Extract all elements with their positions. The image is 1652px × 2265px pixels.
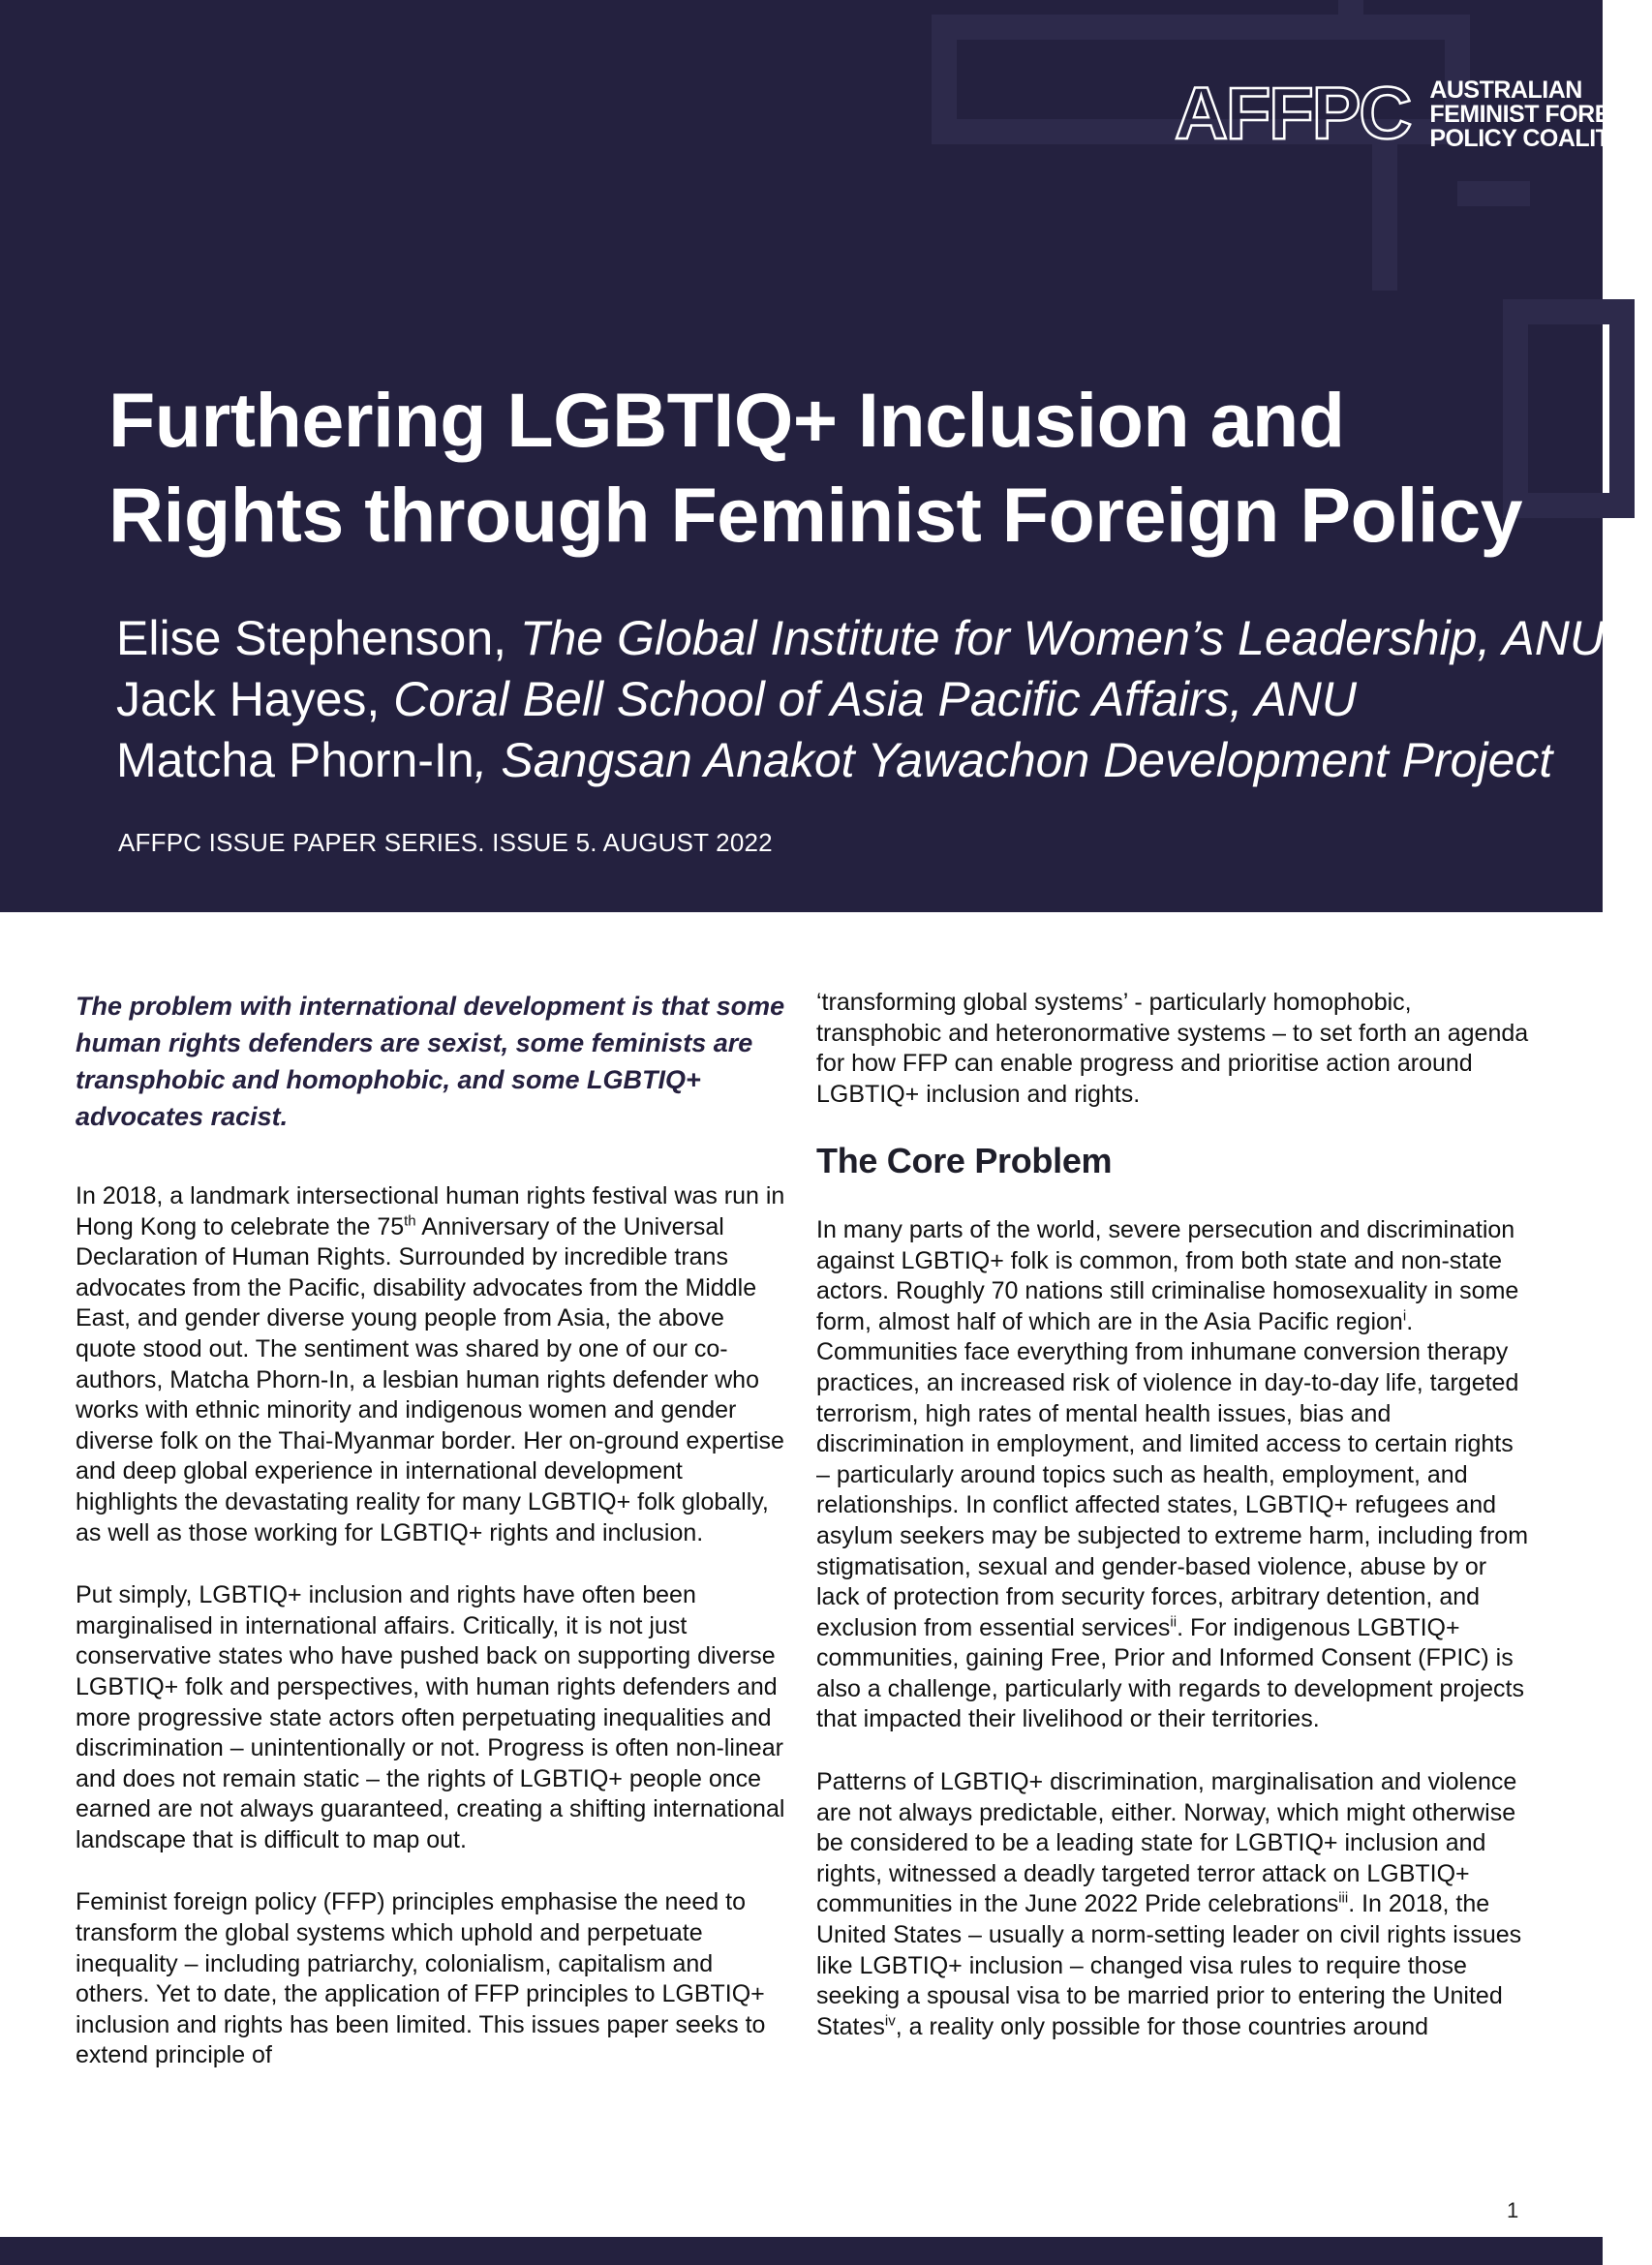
body-paragraph <box>816 1767 1533 2042</box>
text-run: Anniversary of the Universal Declaration of Human Rights. Surrounded by incredible trans advocates from the Pacific, disability advocates from the Middle East, and gender diverse young people from Asia, the above quote stood out. The sentiment was shared by one of our co-authors, Matcha Phorn-In, a lesbian human rights defender who works with ethnic minority and indigenous women and gender diverse folk on the Thai-Myanmar border. Her on-ground expertise and deep global experience in international development highlights the devastating reality for many LGBTIQ+ folk globally, as well as those working for LGBTIQ+ rights and inclusion. <box>76 1212 784 1546</box>
author-list <box>116 608 1605 791</box>
author-affiliation: The Global Institute for Women’s Leadership, ANU <box>519 611 1605 665</box>
text-run: , a reality only possible for those countries around <box>895 2012 1429 2040</box>
page-title <box>108 373 1523 563</box>
section-heading: The Core Problem <box>816 1141 1113 1181</box>
logo-mark: AFFPC <box>1175 73 1411 155</box>
body-paragraph: ‘transforming global systems’ - particularly homophobic, transphobic and heteronormative systems – to set forth an agenda for how FFP can enable progress and prioritise action around LGBTIQ+ inclusion and rights. <box>816 989 1529 1108</box>
text-run: . Communities face everything from inhumane conversion therapy practices, an increased risk of violence in day-to-day life, targeted terrorism, high rates of mental health issues, bias and discrimination in employment, and limited access to certain rights – particularly around topics such as health, employment, and relationships. In conflict affected states, LGBTIQ+ refugees and asylum seekers may be subjected to extreme harm, including from stigmatisation, sexual and gender-based violence, abuse by or lack of protection from security forces, arbitrary detention, and exclusion from essential services <box>816 1307 1529 1641</box>
body-paragraph: Feminist foreign policy (FFP) principles emphasise the need to transform the global systems which uphold and perpetuate inequality – including patriarchy, colonialism, capitalism and others. Yet to date, the application of FFP principles to LGBTIQ+ inclusion and rights has been limited. This issues paper seeks to extend principle of <box>76 1888 766 2069</box>
text-run: . In 2018, the United States – usually a norm-setting leader on civil rights issues like LGBTIQ+ inclusion – changed visa rules to require those seeking a spousal visa to be married prior to entering the United States <box>816 1890 1522 2040</box>
logo-text-line: POLICY COALITION <box>1429 124 1652 152</box>
author-affiliation: , Sangsan Anakot Yawachon Development Project <box>474 733 1553 787</box>
logo-text-line: FEMINIST FOREIGN <box>1429 100 1652 128</box>
endnote-ref[interactable]: iv <box>884 2012 896 2030</box>
endnote-ref[interactable]: ii <box>1170 1613 1178 1631</box>
affpc-logo <box>1175 73 1652 155</box>
title-line: Furthering LGBTIQ+ Inclusion and <box>108 377 1345 463</box>
footer-band <box>0 2237 1603 2265</box>
body-paragraph <box>76 1181 787 1548</box>
logo-text <box>1429 78 1652 151</box>
author-name: Matcha Phorn-In <box>116 733 474 787</box>
text-run: . For indigenous LGBTIQ+ communities, gaining Free, Prior and Informed Consent (FPIC) is also a challenge, particularly with regards to development projects that impacted their livelihood or their territories. <box>816 1613 1524 1733</box>
body-paragraph <box>816 1215 1533 1735</box>
author-line <box>116 608 1605 669</box>
page-number: 1 <box>1507 2198 1519 2222</box>
text-run: In 2018, a landmark intersectional human rights festival was run in Hong Kong to celebrate the 75 <box>76 1182 785 1240</box>
author-name: Elise Stephenson, <box>116 611 520 665</box>
endnote-ref[interactable]: i <box>1402 1307 1407 1325</box>
series-info: AFFPC ISSUE PAPER SERIES. ISSUE 5. AUGUST 2022 <box>118 828 773 857</box>
left-column <box>76 988 787 2103</box>
text-run: In many parts of the world, severe persecution and discrimination against LGBTIQ+ folk is common, from both state and non-state actors. Roughly 70 nations still criminalise homosexuality in some form, almost half of which are in the Asia Pacific region <box>816 1215 1519 1335</box>
author-affiliation: Coral Bell School of Asia Pacific Affairs, ANU <box>393 672 1358 726</box>
title-line: Rights through Feminist Foreign Policy <box>108 472 1523 558</box>
header-banner <box>0 0 1652 912</box>
superscript: th <box>404 1212 416 1230</box>
author-name: Jack Hayes, <box>116 672 394 726</box>
text-run: Patterns of LGBTIQ+ discrimination, marginalisation and violence are not always predictable, either. Norway, which might otherwise be considered to be a leading state for LGBTIQ+ inclusion and rights, witnessed a deadly targeted terror attack on LGBTIQ+ communities in the June 2022 Pride celebrations <box>816 1768 1517 1918</box>
right-column <box>816 988 1533 2074</box>
author-line <box>116 730 1605 791</box>
lead-quote: The problem with international development is that some human rights defenders are sexist, some feminists are transphobic and homophobic, and some LGBTIQ+ advocates racist. <box>76 992 785 1131</box>
author-line <box>116 669 1605 730</box>
endnote-ref[interactable]: iii <box>1338 1890 1349 1908</box>
logo-text-line: AUSTRALIAN <box>1429 76 1582 104</box>
body-paragraph: Put simply, LGBTIQ+ inclusion and rights have often been marginalised in international affairs. Critically, it is not just conservative states who have pushed back on supporting diverse LGBTIQ+ folk and perspectives, with human rights defenders and more progressive state actors often perpetuating inequalities and discrimination – unintentionally or not. Progress is often non-linear and does not remain static – the rights of LGBTIQ+ people once earned are not always guaranteed, creating a shifting international landscape that is difficult to map out. <box>76 1581 785 1853</box>
